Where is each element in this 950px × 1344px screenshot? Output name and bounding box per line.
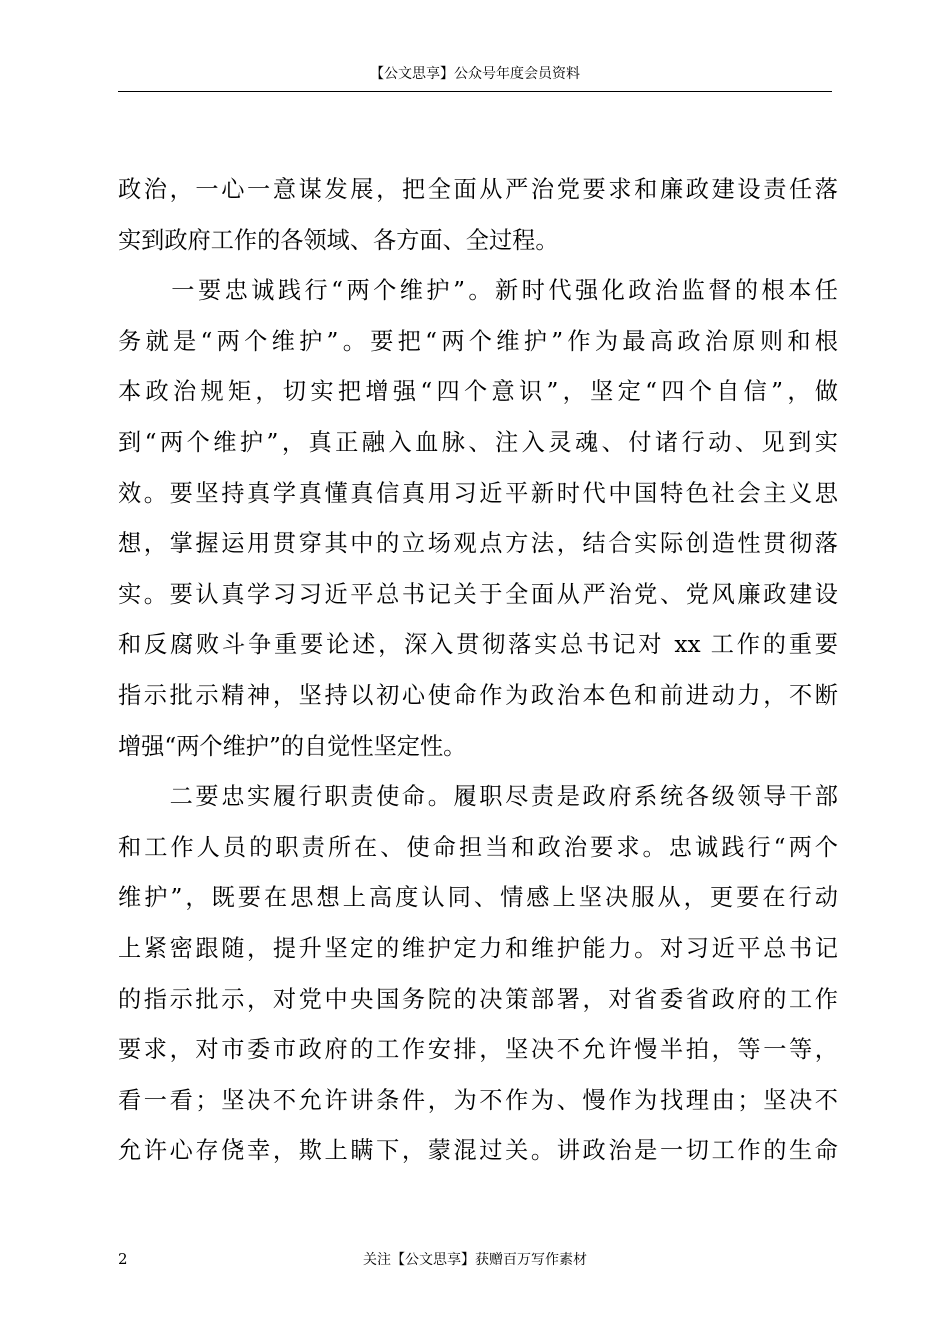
body-line: 本政治规矩，切实把增强“四个意识”，坚定“四个自信”，做 — [118, 378, 838, 406]
body-line: 要求，对市委市政府的工作安排，坚决不允许慢半拍，等一等， — [118, 1036, 838, 1064]
body-line: 实到政府工作的各领域、各方面、全过程。 — [118, 226, 559, 254]
body-line: 和工作人员的职责所在、使命担当和政治要求。忠诚践行“两个 — [118, 833, 838, 861]
body-line: 指示批示精神，坚持以初心使命作为政治本色和前进动力，不断 — [118, 681, 838, 709]
body-line: 允许心存侥幸，欺上瞒下，蒙混过关。讲政治是一切工作的生命 — [118, 1137, 838, 1165]
page-number: 2 — [118, 1250, 128, 1268]
body-line: 务就是“两个维护”。要把“两个维护”作为最高政治原则和根 — [118, 327, 838, 355]
body-line: 实。要认真学习习近平总书记关于全面从严治党、党风廉政建设 — [118, 580, 838, 608]
body-line: 政治，一心一意谋发展，把全面从严治党要求和廉政建设责任落 — [118, 176, 838, 203]
header-divider — [118, 91, 832, 92]
page-footer: 关注【公文思享】获赠百万写作素材 — [363, 1252, 587, 1268]
body-line: 上紧密跟随，提升坚定的维护定力和维护能力。对习近平总书记 — [118, 934, 838, 962]
body-line: 到“两个维护”，真正融入血脉、注入灵魂、付诸行动、见到实 — [118, 428, 838, 456]
body-line: 二要忠实履行职责使命。履职尽责是政府系统各级领导干部 — [118, 783, 838, 811]
body-line: 维护”，既要在思想上高度认同、情感上坚决服从，更要在行动 — [118, 884, 838, 912]
body-line: 的指示批示，对党中央国务院的决策部署，对省委省政府的工作 — [118, 985, 838, 1013]
body-line: 想，掌握运用贯穿其中的立场观点方法，结合实际创造性贯彻落 — [118, 530, 838, 558]
body-line: 一要忠诚践行“两个维护”。新时代强化政治监督的根本任 — [118, 277, 838, 305]
page-header: 【公文思享】公众号年度会员资料 — [370, 66, 580, 82]
body-line: 看一看；坚决不允许讲条件，为不作为、慢作为找理由；坚决不 — [118, 1086, 838, 1114]
body-line: 效。要坚持真学真懂真信真用习近平新时代中国特色社会主义思 — [118, 479, 838, 507]
document-body — [118, 165, 838, 1177]
body-line: 增强“两个维护”的自觉性坚定性。 — [118, 732, 467, 760]
body-line: 和反腐败斗争重要论述，深入贯彻落实总书记对 xx 工作的重要 — [118, 631, 838, 659]
